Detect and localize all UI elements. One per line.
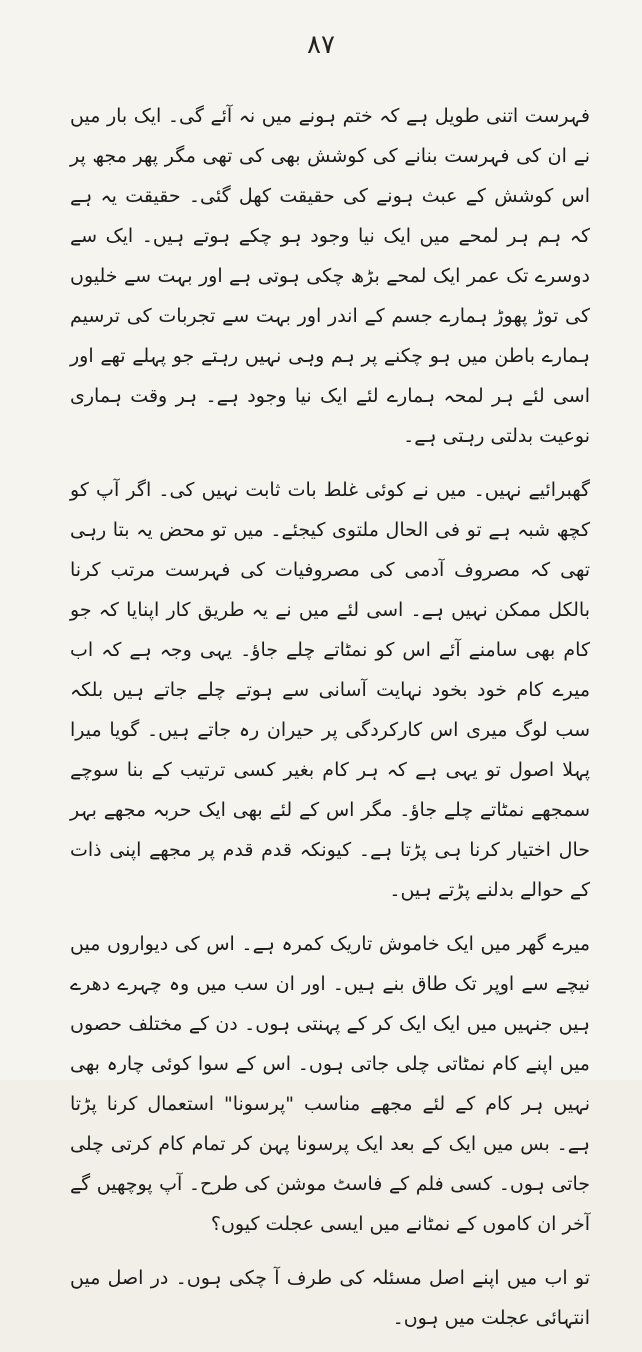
paragraph-4: تو اب میں اپنے اصل مسئلہ کی طرف آ چکی ہوں۔ در اصل میں انتہائی عجلت میں ہوں۔ <box>70 1267 590 1329</box>
paragraph-2: گھبرائیے نہیں۔ میں نے کوئی غلط بات ثابت نہیں کی۔ اگر آپ کو کچھ شبہ ہے تو فی الحال ملتوی کیجئے۔ میں تو محض یہ بتا رہی تھی کہ مصروف آدمی کی مصروفیات کی فہرست مرتب کرنا بالکل ممکن نہیں ہے۔ اسی لئے میں نے یہ طریق کار اپنایا کہ جو کام بھی سامنے آئے اس کو نمٹاتے چلے جاؤ۔ یہی وجہ ہے کہ اب میرے کام خود بخود نہایت آسانی سے ہوتے چلے جاتے ہیں بلکہ سب لوگ میری اس کارکردگی پر حیران رہ جاتے ہیں۔ گویا میرا پہلا اصول تو یہی ہے کہ ہر کام بغیر کسی ترتیب کے بنا سوچے سمجھے نمٹاتے چلے جاؤ۔ مگر اس کے لئے بھی ایک حربہ مجھے بہر حال اختیار کرنا ہی پڑتا ہے۔ کیونکہ قدم قدم پر مجھے اپنی ذات کے حوالے بدلنے پڑتے ہیں۔ <box>70 479 590 901</box>
page-number: ۸۷ <box>307 30 335 60</box>
page-body <box>70 96 590 1352</box>
paragraph-3: میرے گھر میں ایک خاموش تاریک کمرہ ہے۔ اس کی دیواروں میں نیچے سے اوپر تک طاق بنے ہیں۔ اور ان سب میں وہ چہرے دھرے ہیں جنہیں میں ایک ایک کر کے پہنتی ہوں۔ دن کے مختلف حصوں میں اپنے کام نمٹاتی چلی جاتی ہوں۔ اس کے سوا کوئی چارہ بھی نہیں ہر کام کے لئے مجھے مناسب "پرسونا" استعمال کرنا پڑتا ہے۔ بس میں ایک کے بعد ایک پرسونا پہن کر تمام کام کرتی چلی جاتی ہوں۔ کسی فلم کے فاسٹ موشن کی طرح۔ آپ پوچھیں گے آخر ان کاموں کے نمٹانے میں ایسی عجلت کیوں؟ <box>70 933 590 1235</box>
paragraph-1: فہرست اتنی طویل ہے کہ ختم ہونے میں نہ آئے گی۔ ایک بار میں نے ان کی فہرست بنانے کی کوشش بھی کی تھی مگر پھر مجھ پر اس کوشش کے عبث ہونے کی حقیقت کھل گئی۔ حقیقت یہ ہے کہ ہم ہر لمحے میں ایک نیا وجود ہو چکے ہوتے ہیں۔ ایک سے دوسرے تک عمر ایک لمحے بڑھ چکی ہوتی ہے اور بہت سے خلیوں کی توڑ پھوڑ ہمارے جسم کے اندر اور بہت سے تجربات کی ترسیم ہمارے باطن میں ہو چکنے پر ہم وہی نہیں رہتے جو پہلے تھے اور اسی لئے ہر لمحہ ہمارے لئے ایک نیا وجود ہے۔ ہر وقت ہماری نوعیت بدلتی رہتی ہے۔ <box>70 105 590 447</box>
